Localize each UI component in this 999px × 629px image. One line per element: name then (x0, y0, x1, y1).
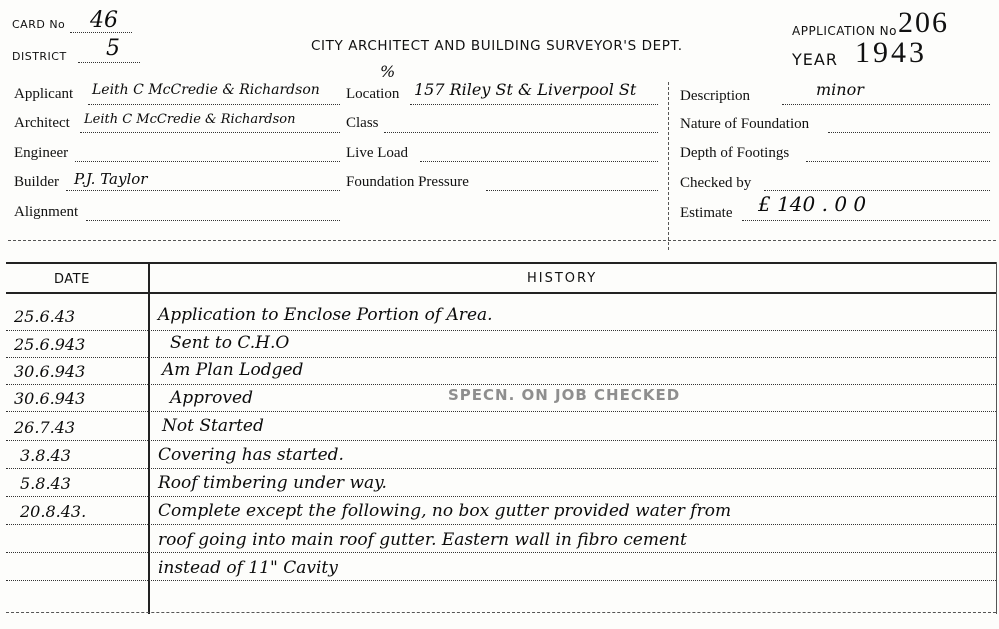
row-date: 26.7.43 (14, 418, 76, 437)
location-label: Location (346, 86, 400, 102)
nature-of-foundation-label: Nature of Foundation (680, 116, 810, 132)
card-no-value: 46 (90, 8, 118, 33)
row-date: 3.8.43 (20, 446, 71, 465)
alignment-label: Alignment (14, 204, 79, 220)
depth-of-footings-line (806, 161, 990, 162)
applicant-line (88, 104, 340, 105)
row-line (6, 330, 996, 331)
checked-by-line (764, 190, 990, 191)
row-line (6, 580, 996, 581)
architect-line (80, 132, 340, 133)
history-header: HISTORY (527, 271, 598, 286)
table-header-rule (6, 292, 996, 294)
depth-of-footings-label: Depth of Footings (680, 145, 790, 161)
row-history: Sent to C.H.O (170, 333, 290, 353)
row-history: instead of 11" Cavity (158, 558, 338, 578)
form-separator (8, 240, 996, 241)
builder-line (66, 190, 340, 191)
row-line (6, 552, 996, 553)
row-history: Not Started (162, 416, 264, 436)
applicant-value: Leith C McCredie & Richardson (92, 82, 320, 98)
row-history: Approved (170, 388, 253, 408)
card-no-label: CARD No (12, 18, 66, 31)
checked-by-label: Checked by (680, 175, 752, 191)
row-history: roof going into main roof gutter. Eastern wall in fibro cement (158, 530, 687, 550)
department-title: CITY ARCHITECT AND BUILDING SURVEYOR'S DEPT. (311, 38, 683, 54)
architect-label: Architect (14, 115, 70, 131)
form-column-divider (668, 82, 669, 250)
row-line (6, 357, 996, 358)
application-no-label: APPLICATION No (792, 24, 897, 38)
row-date: 25.6.43 (14, 307, 76, 326)
row-line (6, 411, 996, 412)
application-no-value: 206 (898, 6, 949, 39)
row-date: 25.6.943 (14, 335, 86, 354)
live-load-label: Live Load (346, 145, 409, 161)
year-label: YEAR (792, 50, 838, 69)
row-line (6, 524, 996, 525)
estimate-label: Estimate (680, 205, 733, 221)
engineer-line (75, 161, 340, 162)
architect-value: Leith C McCredie & Richardson (84, 112, 296, 127)
year-value: 1943 (855, 36, 927, 69)
table-bottom-rule (6, 612, 996, 613)
row-date: 20.8.43. (20, 502, 87, 521)
applicant-label: Applicant (14, 86, 74, 102)
checked-stamp: SPECN. ON JOB CHECKED (448, 386, 681, 404)
district-line (78, 62, 140, 63)
engineer-label: Engineer (14, 145, 69, 161)
builder-value: P.J. Taylor (74, 170, 148, 188)
row-date: 5.8.43 (20, 474, 71, 493)
estimate-line (742, 220, 990, 221)
row-date: 30.6.943 (14, 362, 86, 381)
foundation-pressure-label: Foundation Pressure (346, 174, 469, 190)
row-history: Am Plan Lodged (162, 360, 304, 380)
row-line (6, 468, 996, 469)
location-value: 157 Riley St & Liverpool St (414, 80, 637, 99)
description-line (782, 104, 990, 105)
row-history: Complete except the following, no box gutter provided water from (158, 501, 732, 521)
class-label: Class (346, 115, 379, 131)
description-value: minor (816, 80, 864, 99)
district-label: DISTRICT (12, 50, 67, 63)
location-line (410, 104, 658, 105)
row-line (6, 440, 996, 441)
builder-label: Builder (14, 174, 59, 190)
row-history: Roof timbering under way. (158, 473, 387, 493)
date-column-divider (148, 262, 150, 614)
nature-of-foundation-line (828, 132, 990, 133)
table-top-rule (6, 262, 996, 264)
row-history: Covering has started. (158, 445, 344, 465)
date-header: DATE (54, 272, 90, 287)
row-date: 30.6.943 (14, 389, 86, 408)
table-right-edge (996, 262, 997, 614)
row-line (6, 496, 996, 497)
row-line (6, 384, 996, 385)
foundation-pressure-line (486, 190, 658, 191)
alignment-line (86, 220, 340, 221)
description-label: Description (680, 88, 750, 104)
district-value: 5 (106, 36, 120, 61)
estimate-value: £ 140 . 0 0 (758, 192, 867, 216)
class-line (384, 132, 658, 133)
live-load-line (420, 161, 658, 162)
percent-mark: % (380, 62, 396, 81)
row-history: Application to Enclose Portion of Area. (158, 305, 493, 325)
